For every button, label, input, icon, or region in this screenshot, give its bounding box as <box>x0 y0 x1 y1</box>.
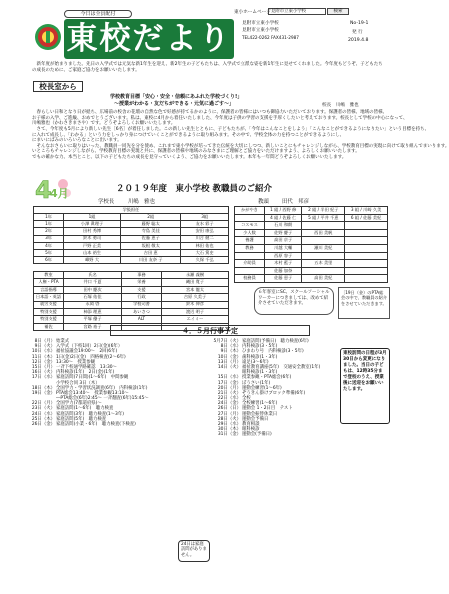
list-item: 眼科検診(1・3年) <box>242 370 278 376</box>
principal-signature: 校長 川嶋 雅也 <box>322 103 359 108</box>
table-row: 教務 川越 大輔 瀬川 美紀 <box>235 244 388 252</box>
homeroom-table <box>33 206 229 264</box>
list-item: 29日（水） 教育相談 <box>217 422 260 427</box>
principal-motto-1: 学校教育目標「安心・安全・信頼にあふれた学校づくり!」 <box>110 94 243 100</box>
table-row: かがやき 1 組 / 西野 修 2 組 / 半田 紀子 3 組 / 川崎 久美 <box>235 207 388 215</box>
table-row: 1年 1組 2組 3組 <box>34 214 229 221</box>
svg-text:4: 4 <box>35 176 52 204</box>
principal-paragraph: さて、今年度も5月により新しい先生［6名］が着任しました。この新しい先生とともに、子どもたちが、「今年はこんなことをしよう」「こんなことができるようになりたい」という目標を持ち、 <box>32 126 430 132</box>
list-item: 10日（金） 歯科検診(1・3年) <box>217 354 278 360</box>
table-row: 佐藤 加奈 <box>235 267 388 275</box>
search-button[interactable]: 検索 <box>327 8 349 15</box>
list-item: 14日（火） 福祉教育講座(5年) 交通安全教室(1年) <box>217 364 321 370</box>
issue-date: 2019.4.8 <box>348 38 369 43</box>
principal-paragraph: 春らしい日和となり日が経ち、広場前の校舎の花壇の自然な色で好感が持てるかのように、保護者の皆様にはいつも御協力いただいております。保護者の皆様、地域の皆様、 <box>32 110 388 115</box>
schedule-title: ４．５月行事予定 <box>110 325 310 336</box>
principal-motto-2: ～授業がわかる・友だちができる・元気に過ごす～」 <box>114 101 235 107</box>
list-item: 16日（火） 内科検診(1年) 2日(金)(1年) <box>31 370 115 376</box>
issuer-block <box>242 21 314 40</box>
issuer-name-2: 見附市立東小学校 <box>242 28 279 34</box>
table-row: 教室 氏名 事務 永瀬 義樹 <box>34 272 229 279</box>
principal-name: 川嶋 雅也 <box>128 199 155 205</box>
principal-label: 学校長 <box>98 199 115 205</box>
list-item: 10日（水） 福祉協議会19:00〜 2回(6年) <box>31 349 118 355</box>
table-row: 5年 山本 裕生 吉田 恵 大石 篤史 <box>34 249 229 256</box>
list-item: 20日（月） 運動会練習(1〜6年) <box>217 385 282 391</box>
principal-paragraph: でもの確かな力、本当とこと、以下の子どもたちの成長を見守っていくよう、ご協力をお願いいたします。本年も一年間どうぞよろしくお願いいたします。 <box>32 155 347 160</box>
list-item: 9日（木） ひまわり号 内科検診(3・5年) <box>220 349 304 355</box>
principal-section-title: 校長室から <box>33 81 83 92</box>
table-row: 就労支援 永岡 啓 学校司書 鈴木 伸彦 <box>34 301 229 308</box>
list-item: 5月7日（火） 家庭訪問(予備日) 聴力検査(6年) <box>213 339 309 344</box>
list-item: 9日（火） 入学式（下校1回）2日(金)(6年） <box>34 344 123 350</box>
principal-paragraph: お子様の入学、ご進級、おめでとうございます。私は、東校に4月から着任いたしました、今年度は子供の学習の支援を手厚くしたいと考えております。校長として学校の中心になって、 <box>32 115 408 121</box>
notice-box: 東校訪問の日程が3月30日から変更になりました。当日の子どもは、12時35分まで登校のうえ、授業後に送迎をお願いいたします。 <box>340 348 390 424</box>
table-row: コスモス 石川 和朗 <box>235 222 388 230</box>
principal-paragraph: そんなおさらいに取りはいった、教職員一同先を分を使め、これまで東小学校が培ってきた伝統を大切にしつつ、新しいことにもチャレンジしながら、学校教育目標の実現に向けて取り組んでまいります。 <box>32 143 449 149</box>
principal-paragraph: 川嶋雅也（かわさきまさや）です。どうぞよろしくお願いいたします。 <box>32 121 176 127</box>
table-row: 西原 容子 <box>235 252 388 260</box>
schedule-left-column <box>30 339 206 427</box>
school-emblem <box>34 22 62 52</box>
list-item: 8日（月） 始業式 <box>34 339 70 344</box>
vice-principal-label: 教頭 <box>258 199 269 205</box>
intro-text: 新年度が始まりました。先日の入学式では元気な新1年生を迎え、新2年生の子どもたちは、入学式で立派な姿を新1年生に見せてくれました。今年度もどうぞ、子どもたちの成長のために、ご家庭ご協力をお願いいたします。 <box>32 62 383 73</box>
list-item: 17日（金） ぼうさい(1年) <box>217 380 271 386</box>
vice-principal-name: 田代 邦彦 <box>282 199 309 205</box>
list-item: 17日（水） 家庭訪問(7日間)(1〜6年) 中間参観 <box>31 375 129 381</box>
table-row: 3年 鈴木 勇司 佐藤 恵子 川合 健二 <box>34 235 229 242</box>
list-item: 11日（木） 1日(金)2日(金) 四格検査(2〜6年) <box>31 354 126 360</box>
homepage-label: 東小ホームページ <box>234 10 271 15</box>
list-item: 15日（水） 授業参観・PTA総会(6年) <box>217 375 292 381</box>
table-row: 1年 小澤 眞理子 藤野 聡太 友水 彩子 <box>34 221 229 228</box>
special-staff-table <box>33 271 229 331</box>
support-staff-table <box>234 206 388 283</box>
schedule-right-column <box>212 339 338 438</box>
principal-paragraph: に入れて成長し、「わかる」という力をしっかり身につけていくことができるように取り組みます。その中で、学校全体の力を持つことができるようにし、 <box>32 132 345 138</box>
table-header: 学級担任 <box>34 207 229 214</box>
table-row: 介助員 木村 藍子 五木 美里 <box>235 260 388 268</box>
table-row: 校務員 佐藤 恵子 高田 美紀 <box>235 275 388 283</box>
counselor-note: ６年客室にSC、スクールソーシャルワーカーにつきましては、改めて紹介させていただきます。 <box>254 287 334 315</box>
staff-title: ２０１９年度 東小学校 教職員のご紹介 <box>116 184 272 194</box>
list-item: 24日（金） 全校練習(1〜6年) <box>217 401 278 407</box>
table-row: 言語指導 田中 慶次 支援 宮本 龍太 <box>34 286 229 293</box>
table-row: 2年 田村 秀博 寺島 美佳 安田 康弘 <box>34 228 229 235</box>
notice-24th: 24日は家庭訪問がありません。 <box>178 540 210 562</box>
table-row: 特別支援 柿添 理恵 あいさつ 渡辺 明子 <box>34 308 229 315</box>
list-item: 15日（月） 一斉下校通学路確認 13:30〜 <box>31 364 117 370</box>
table-row: 4年 戸野 正美 坂根 敬太 林田 佑也 <box>34 242 229 249</box>
list-item: ―PTA総会(6年)2:45〜 一斉翻査(6年)15:45〜 <box>56 396 149 402</box>
principal-body <box>32 110 449 161</box>
table-row: 人権・PTA 井口 千夏 栄養 縄田 寛子 <box>34 279 229 286</box>
april-banner-label: 4月 <box>50 187 69 200</box>
list-item: 12日（金） 13:30〜 授業参観 <box>31 359 95 365</box>
list-item: 24日（水） 家庭訪問(3年) 聴力検査(1〜3年) <box>31 411 124 417</box>
list-item: 21日（火） ぞうきん掛けブロック準備(6年) <box>217 390 306 396</box>
list-item: 18日（木） 全国学力・学習状況調査(6年) 内科検診(1年) <box>31 385 148 391</box>
list-item: 22日（水） 全校 <box>217 396 251 402</box>
table-row: 4 組 / 佐藤 仁 5 組 / 平井 千恵 6 組 / 佐藤 美紀 <box>235 214 388 222</box>
principal-paragraph: いところもチャレンジしながら、学校教育目標の実現と共に、保護者の皆様や地域のみなさまにご理解とご協力をいただけますよう、よろしくお願いいたします。 <box>32 149 360 155</box>
list-item: 22日（月） 全国学力(7都道府県)〜 <box>31 401 102 407</box>
table-row: 養護 高田 京子 <box>235 237 388 245</box>
issue-label: 今日は全員配付 <box>64 10 132 18</box>
table-row: 6年 峰野 大 川田 友奈 子 久保 千弘 <box>34 257 229 264</box>
list-item: 31日（金） 運動会(予備日) <box>217 432 272 438</box>
list-item: 30日（木） 眼科検診 <box>217 427 260 433</box>
table-row: 特別支援 平塚 優子 ALT エイミー <box>34 316 229 323</box>
table-row: 少人数 佐野 慶子 西田 美帆 <box>235 229 388 237</box>
list-item: 26日（日） 運動会 1・2日目 テスト <box>217 406 293 412</box>
issuer-contact: TEL422-0262 FAX431-2987 <box>242 34 299 40</box>
list-item: 26日（金） 家庭訪問(小業・6年) 聴力検査(下検査) <box>31 422 136 427</box>
issue-kind: 発 行 <box>352 30 363 35</box>
pta-note: ［19日（金）のPTA総会の中で、教職員の紹介をさせていただきます。 <box>338 287 390 319</box>
list-item: 28日（火） 運動会予備日 <box>217 416 269 422</box>
list-item: 25日（木） 家庭訪問(5年) 聴力検査 <box>31 416 107 422</box>
list-item: 27日（月） 運動会振替休業日 <box>217 411 278 417</box>
table-row: 補佐 宮路 裕子 <box>34 323 229 330</box>
issuer-name: 見附市立東小学校 <box>242 21 279 26</box>
list-item: 13日（月） 遠足(3〜6年) <box>217 359 269 365</box>
list-item: 23日（火） 家庭訪問(1〜6年) 聴力検査 <box>31 406 114 412</box>
table-row <box>34 207 229 214</box>
homepage-path[interactable]: 見附市立東小学校 <box>268 8 326 15</box>
list-item: 19日（金） PTA総会13:40〜 授業参観13:10〜 <box>31 390 129 396</box>
list-item: 小学校合同 3日（木） <box>56 380 100 386</box>
table-row: 日本語・英語 石塚 佑佳 行政 吉原 久美子 <box>34 294 229 301</box>
principal-paragraph: にまいにぱみのいろいろなことに出います。 <box>32 138 122 144</box>
list-item: 8日（水） 内科検診(3・5年) <box>220 344 278 350</box>
newsletter-title: 東校だより <box>64 19 234 59</box>
issue-number: No-19-1 <box>350 21 369 26</box>
